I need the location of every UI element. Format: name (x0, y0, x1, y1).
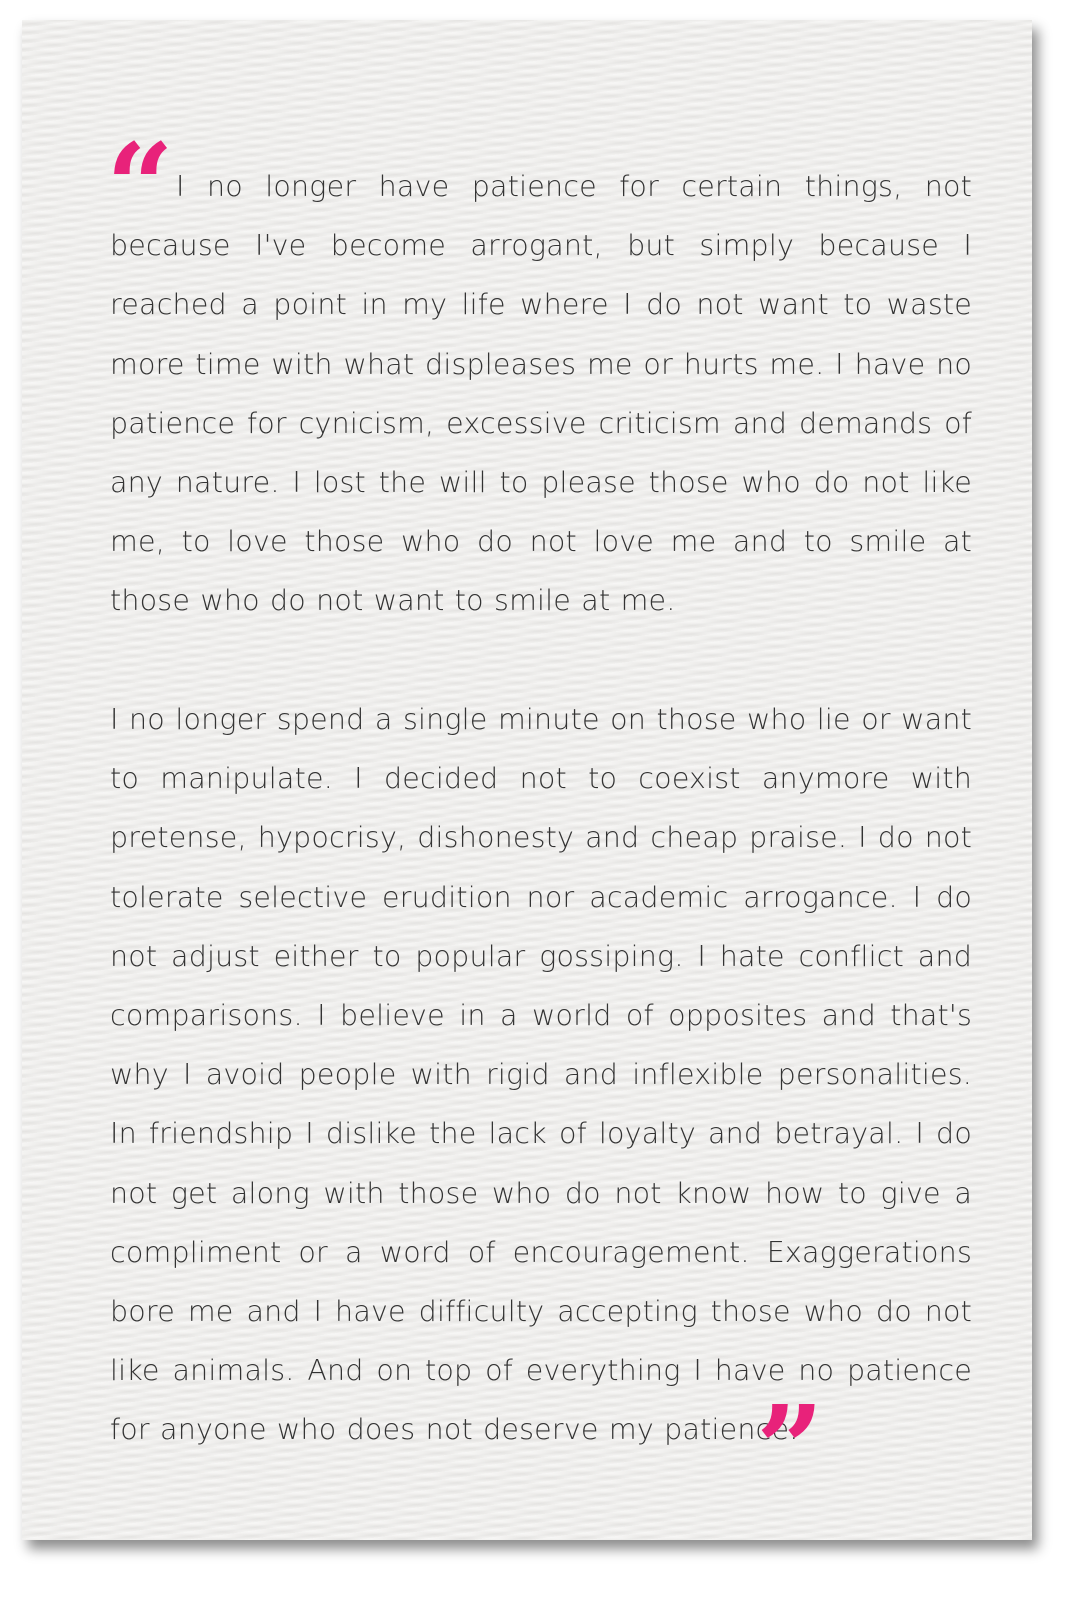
paper-card (22, 20, 1032, 1540)
open-quote-icon: “ (106, 117, 174, 256)
quote-paragraph-2: I no longer spend a single minute on those who lie or want to manipulate. I decided not to coexist anymore with pretense, hypocrisy, dishonesty and cheap praise. I do not tolerate selective erudition nor academic arrogance. I do not adjust either to popular gossiping. I hate conflict and comparisons. I believe in a world of opposites and that's why I avoid people with rigid and inflexible personalities. In friendship I dislike the lack of loyalty and betrayal. I do not get along with those who do not know how to give a compliment or a word of encouragement. Exaggerations bore me and I have difficulty accepting those who do not like animals. And on top of everything I have no patience for anyone who does not deserve my patience. (110, 703, 972, 1447)
quote-paragraph-1 (110, 157, 972, 631)
quote-paragraph-1-text: I no longer have patience for certain things, not because I've become arrogant, but simply because I reached a point in my life where I do not want to waste more time with what displeases me or hurts me. I have no patience for cynicism, excessive criticism and demands of any nature. I lost the will to please those who do not like me, to love those who do not love me and to smile at those who do not want to smile at me. (110, 170, 972, 618)
close-quote-icon: ” (756, 1379, 824, 1518)
